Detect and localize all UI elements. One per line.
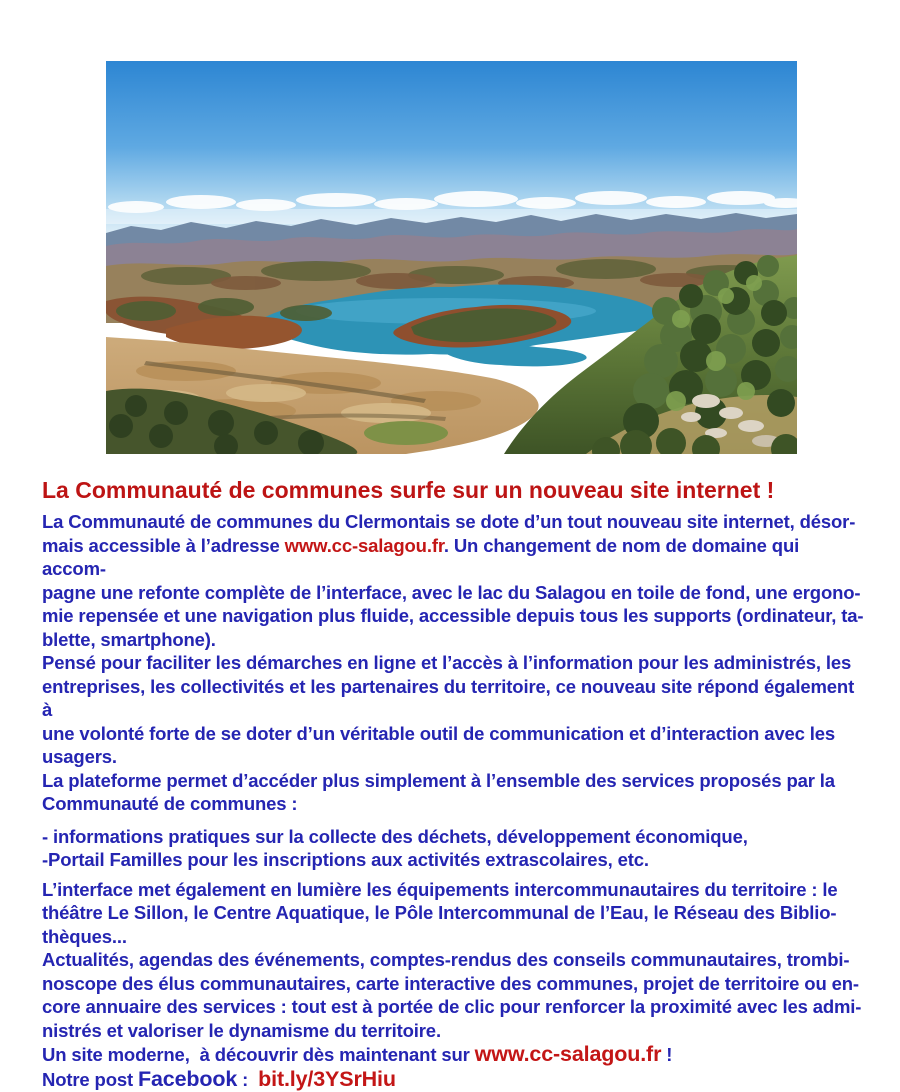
landscape-illustration: [106, 61, 797, 454]
text-segment: -Portail Familles pour les inscriptions aux activités extrascolaires, etc.: [42, 849, 649, 870]
text-line: [42, 995, 864, 1019]
text-line: [42, 948, 864, 972]
text-line: [42, 769, 864, 793]
text-segment: thèques...: [42, 925, 127, 947]
text-segment: entreprises, les collectivités et les partenaires du territoire, ce nouveau site répond également à: [42, 675, 860, 720]
text-segment: Notre post: [42, 1069, 138, 1090]
paragraph: [42, 948, 864, 1042]
text-segment: une volonté forte de se doter d’un véritable outil de communication et d’interaction avec les: [42, 722, 836, 744]
text-line: [42, 675, 864, 722]
text-segment: La Communauté de communes du Clermontais se dote d’un tout nouveau site internet, désor-: [42, 511, 856, 532]
text-segment: théâtre Le Sillon, le Centre Aquatique, le Pôle Intercommunal de l’Eau, le Réseau des Biblio-: [42, 902, 837, 923]
headline: La Communauté de communes surfe sur un nouveau site internet !: [42, 477, 775, 503]
text-segment: mie repensée et une navigation plus fluide, accessible depuis tous les supports (ordinateur, ta-: [42, 605, 864, 626]
paragraph: [42, 651, 864, 769]
link-url[interactable]: bit.ly/3YSrHiu: [258, 1067, 396, 1091]
text-line: [42, 745, 864, 769]
paragraph: [42, 769, 864, 816]
paragraph: [42, 1042, 864, 1067]
text-segment: pagne une refonte complète de l’interface, avec le lac du Salagou en toile de fond, une ergono-: [42, 581, 861, 603]
text-line: [42, 792, 864, 816]
text-line: [42, 925, 864, 949]
article: [42, 477, 864, 1092]
link-url[interactable]: www.cc-salagou.fr: [284, 534, 444, 556]
text-segment: blette, smartphone).: [42, 628, 216, 650]
text-segment: nistrés et valoriser le dynamisme du territoire.: [42, 1019, 441, 1041]
text-segment: mais accessible à l’adresse: [42, 534, 285, 556]
paragraph: [42, 1067, 864, 1092]
text-segment: - informations pratiques sur la collecte des déchets, développement économique,: [42, 825, 748, 847]
text-segment: L’interface met également en lumière les équipements intercommunautaires du territoire : le: [42, 878, 838, 900]
text-segment: Actualités, agendas des événements, comptes-rendus des conseils communautaires, trombi-: [42, 949, 850, 970]
text-segment: noscope des élus communautaires, carte interactive des communes, projet de territoire ou en-: [42, 972, 859, 994]
text-line: [42, 848, 864, 872]
text-line: [42, 901, 864, 925]
text-line: [42, 825, 864, 849]
text-line: [42, 510, 864, 534]
text-segment: core annuaire des services : tout est à portée de clic pour renforcer la proximité avec les admi-: [42, 996, 862, 1017]
text-line: [42, 651, 864, 675]
text-segment: La plateforme permet d’accéder plus simplement à l’ensemble des services proposés par la: [42, 769, 835, 791]
text-segment: Communauté de communes :: [42, 793, 298, 814]
green-field: [364, 421, 448, 445]
text-segment: usagers.: [42, 746, 117, 767]
text-line: [42, 972, 864, 996]
text-line: [42, 722, 864, 746]
text-line: [42, 534, 864, 581]
text-segment: !: [661, 1044, 673, 1065]
paragraph: [42, 825, 864, 872]
text-line: [42, 581, 864, 605]
text-line: [42, 878, 864, 902]
text-segment: Un site moderne, à découvrir dès maintenant sur: [42, 1044, 475, 1065]
link-url[interactable]: www.cc-salagou.fr: [474, 1042, 662, 1066]
paragraph: [42, 878, 864, 949]
text-line: [42, 1067, 864, 1092]
text-segment: . Un changement de nom de domaine qui accom-: [42, 534, 805, 579]
text-segment: :: [237, 1069, 259, 1090]
text-segment: Facebook: [138, 1067, 238, 1091]
paragraph: [42, 510, 864, 651]
text-line: [42, 628, 864, 652]
text-line: [42, 1019, 864, 1043]
text-segment: Pensé pour faciliter les démarches en ligne et l’accès à l’information pour les administrés, les: [42, 652, 852, 673]
text-line: [42, 604, 864, 628]
lac-du-salagou-photo: [106, 61, 797, 454]
article-body: [42, 510, 864, 1092]
text-line: [42, 1042, 864, 1067]
